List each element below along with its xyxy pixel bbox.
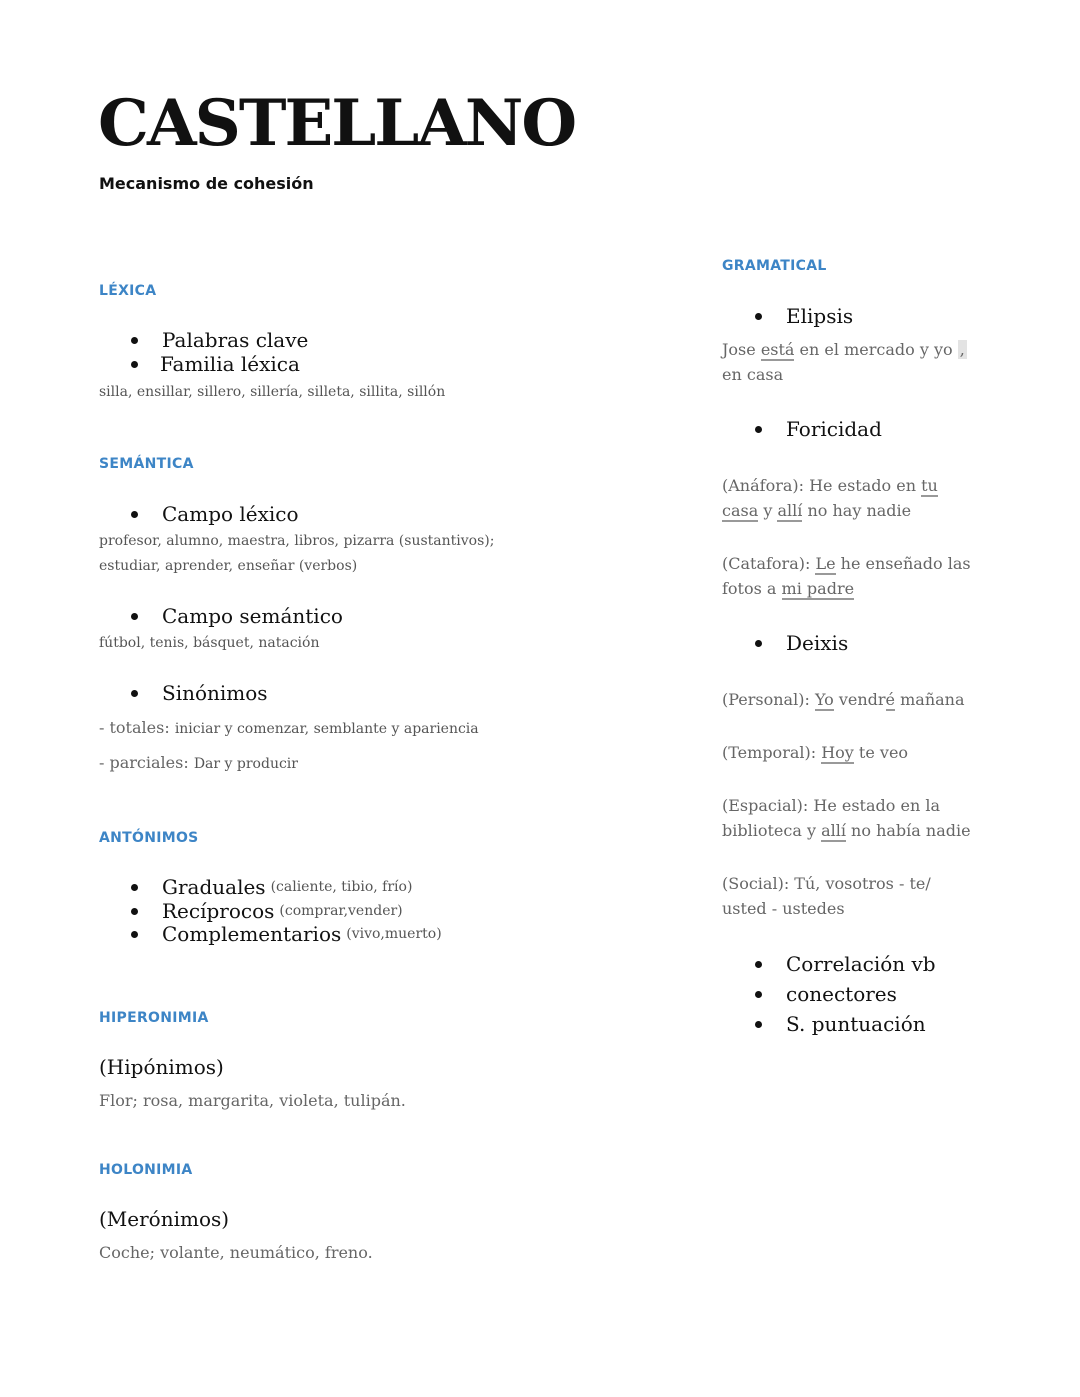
example-label: (Espacial):	[722, 796, 809, 815]
bullet-label: Recíprocos	[162, 899, 275, 923]
campo-lexico-example-2: estudiar, aprender, enseñar (verbos)	[99, 558, 358, 574]
bullet-puntuacion	[755, 1012, 926, 1036]
personal-example	[722, 687, 965, 712]
underlined-word: Yo	[814, 690, 834, 709]
section-gramatical-header: GRAMATICAL	[722, 258, 827, 274]
page-subtitle: Mecanismo de cohesión	[99, 174, 314, 193]
temporal-example	[722, 740, 908, 765]
example-label: (Anáfora):	[722, 476, 805, 495]
bullet-label: Correlación vb	[786, 952, 936, 976]
bullet-label: Sinónimos	[162, 681, 268, 705]
underlined-word: está	[760, 340, 795, 359]
section-semantica-header: SEMÁNTICA	[99, 456, 194, 472]
campo-semantico-example: fútbol, tenis, básquet, natación	[99, 635, 320, 651]
page-title: CASTELLANO	[98, 86, 576, 161]
bullet-dot-icon	[755, 426, 762, 433]
bullet-label: Campo semántico	[162, 604, 343, 628]
text-fragment: Jose	[722, 340, 761, 359]
bullet-label: conectores	[786, 982, 897, 1006]
bullet-dot-icon	[131, 361, 138, 368]
text-fragment: He estado en la	[808, 796, 940, 815]
text-fragment: y	[758, 501, 778, 520]
bullet-example: (comprar,vender)	[279, 903, 403, 919]
bullet-dot-icon	[131, 884, 138, 891]
bullet-dot-icon	[131, 511, 138, 518]
sinonimos-totales	[99, 715, 479, 740]
text-fragment: vendr	[833, 690, 886, 709]
section-lexica-header: LÉXICA	[99, 283, 157, 299]
bullet-example: (vivo,muerto)	[346, 926, 442, 942]
underlined-word: Hoy	[821, 743, 854, 762]
example-label: (Catafora):	[722, 554, 811, 573]
bullet-elipsis	[755, 304, 853, 328]
bullet-palabras-clave	[131, 328, 308, 352]
meronimos-heading: (Merónimos)	[99, 1207, 230, 1231]
underlined-word: allí	[777, 501, 803, 520]
bullet-campo-semantico	[131, 604, 343, 628]
underlined-word: tu	[921, 476, 938, 495]
bullet-label: Campo léxico	[162, 502, 299, 526]
bullet-familia-lexica	[131, 352, 300, 376]
section-hiperonimia-header: HIPERONIMIA	[99, 1010, 209, 1026]
campo-lexico-example-1: profesor, alumno, maestra, libros, pizarra (sustantivos);	[99, 533, 495, 549]
espacial-example	[722, 793, 982, 843]
bullet-dot-icon	[131, 613, 138, 620]
bullet-dot-icon	[755, 961, 762, 968]
bullet-label: Familia léxica	[160, 352, 300, 376]
sinonimos-parciales	[99, 750, 298, 775]
text-fragment: en el mercado y yo	[794, 340, 958, 359]
catafora-example	[722, 551, 982, 601]
hiperonimia-example: Flor; rosa, margarita, violeta, tulipán.	[99, 1091, 406, 1110]
bullet-dot-icon	[131, 337, 138, 344]
bullet-dot-icon	[131, 690, 138, 697]
text-fragment: te veo	[853, 743, 909, 762]
bullet-sinonimos	[131, 681, 268, 705]
lexica-example: silla, ensillar, sillero, sillería, silleta, sillita, sillón	[99, 384, 446, 400]
underlined-word: mi padre	[781, 579, 855, 598]
bullet-label: Graduales	[162, 875, 266, 899]
anafora-example	[722, 473, 982, 523]
text-fragment: He estado en	[804, 476, 922, 495]
text-fragment: no hay nadie	[802, 501, 912, 520]
text-fragment: biblioteca y	[722, 821, 822, 840]
bullet-dot-icon	[755, 1021, 762, 1028]
bullet-label: S. puntuación	[786, 1012, 926, 1036]
bullet-dot-icon	[131, 908, 138, 915]
underlined-word: casa	[722, 501, 759, 520]
underlined-word: allí	[821, 821, 846, 840]
text-fragment: en casa	[722, 365, 784, 384]
section-antonimos-header: ANTÓNIMOS	[99, 830, 199, 846]
bullet-example: (caliente, tibio, frío)	[270, 879, 413, 895]
bullet-dot-icon	[131, 931, 138, 938]
bullet-label: Complementarios	[162, 922, 342, 946]
bullet-graduales	[131, 875, 412, 899]
social-example	[722, 871, 982, 921]
bullet-deixis	[755, 631, 848, 655]
text-fragment: fotos a	[722, 579, 782, 598]
bullet-correlacion	[755, 952, 936, 976]
bullet-label: Elipsis	[786, 304, 854, 328]
section-holonimia-header: HOLONIMIA	[99, 1162, 193, 1178]
parciales-label: - parciales:	[99, 753, 189, 772]
bullet-dot-icon	[755, 313, 762, 320]
bullet-label: Deixis	[786, 631, 849, 655]
text-fragment: Tú, vosotros - te/	[789, 874, 931, 893]
bullet-campo-lexico	[131, 502, 299, 526]
bullet-conectores	[755, 982, 897, 1006]
example-label: (Temporal):	[722, 743, 817, 762]
text-fragment: he enseñado las	[835, 554, 971, 573]
bullet-dot-icon	[755, 640, 762, 647]
text-fragment: no había nadie	[845, 821, 971, 840]
parciales-example: Dar y producir	[193, 756, 298, 772]
example-label: (Personal):	[722, 690, 810, 709]
example-label: (Social):	[722, 874, 790, 893]
totales-example: iniciar y comenzar, semblante y apariencia	[174, 721, 479, 737]
underlined-word: Le	[815, 554, 836, 573]
hiponimos-heading: (Hipónimos)	[99, 1055, 224, 1079]
holonimia-example: Coche; volante, neumático, freno.	[99, 1243, 373, 1262]
bullet-reciprocos	[131, 899, 403, 923]
bullet-complementarios	[131, 922, 442, 946]
bullet-foricidad	[755, 417, 882, 441]
bullet-label: Foricidad	[786, 417, 882, 441]
text-fragment: mañana	[895, 690, 965, 709]
bullet-dot-icon	[755, 991, 762, 998]
totales-label: - totales:	[99, 718, 170, 737]
bullet-label: Palabras clave	[162, 328, 309, 352]
underlined-word: é	[885, 690, 896, 709]
text-fragment: usted - ustedes	[722, 899, 845, 918]
elipsis-example	[722, 337, 972, 387]
elided-marker: ,	[959, 340, 965, 359]
